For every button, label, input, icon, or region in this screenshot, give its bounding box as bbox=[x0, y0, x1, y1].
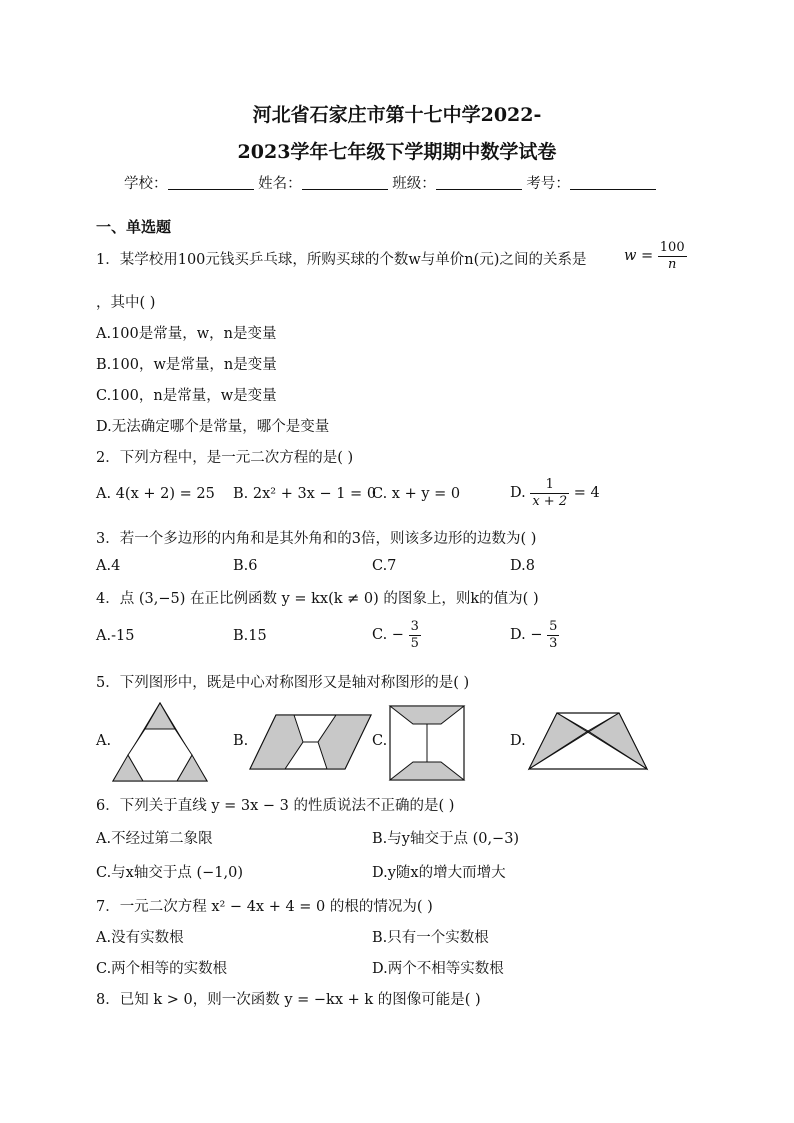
name-label: 姓名： bbox=[258, 176, 302, 192]
q3-option-a[interactable]: A.4 bbox=[96, 558, 121, 574]
q5-stem: 5．下列图形中，既是中心对称图形又是轴对称图形的是( ) bbox=[96, 675, 470, 691]
q5-option-c-figure[interactable] bbox=[388, 704, 466, 782]
q2-option-d-fraction bbox=[530, 477, 569, 509]
q5-option-c-label[interactable]: C. bbox=[372, 733, 388, 749]
q4-option-c[interactable] bbox=[372, 619, 421, 651]
title-line-2: 2023学年七年级下学期期中数学试卷 bbox=[237, 141, 557, 163]
q1-formula-lhs: w = bbox=[624, 248, 654, 265]
q4-option-d[interactable] bbox=[510, 619, 559, 651]
q6-option-d[interactable]: D.y随x的增大而增大 bbox=[372, 865, 506, 881]
q1-stem: 1．某学校用100元钱买乒乓球，所购买球的个数w与单价n(元)之间的关系是 bbox=[96, 252, 587, 268]
q4-option-c-label: C. − bbox=[372, 627, 404, 644]
q4-option-d-denominator: 3 bbox=[549, 635, 558, 651]
title-line-1: 河北省石家庄市第十七中学2022- bbox=[252, 104, 542, 126]
q4-option-c-numerator: 3 bbox=[410, 619, 419, 634]
q3-option-c[interactable]: C.7 bbox=[372, 558, 397, 574]
q4-stem: 4．点 (3,−5) 在正比例函数 y = kx(k ≠ 0) 的图象上，则k的值为( ) bbox=[96, 591, 539, 607]
q1-formula-numerator: 100 bbox=[659, 240, 685, 255]
q5-option-d-figure[interactable] bbox=[526, 710, 650, 772]
q4-option-c-fraction bbox=[409, 619, 421, 651]
q2-stem: 2．下列方程中，是一元二次方程的是( ) bbox=[96, 450, 354, 466]
id-blank[interactable] bbox=[570, 175, 656, 190]
q5-option-d-label[interactable]: D. bbox=[510, 733, 526, 749]
q4-option-c-denominator: 5 bbox=[410, 635, 419, 651]
q1-option-d[interactable]: D.无法确定哪个是常量，哪个是变量 bbox=[96, 419, 330, 435]
q5-option-b-figure[interactable] bbox=[248, 712, 374, 772]
q4-option-b[interactable]: B.15 bbox=[233, 628, 267, 644]
q4-option-d-label: D. − bbox=[510, 627, 543, 644]
q1-option-b[interactable]: B.100，w是常量，n是变量 bbox=[96, 357, 277, 373]
q4-option-d-fraction bbox=[547, 619, 559, 651]
q7-option-b[interactable]: B.只有一个实数根 bbox=[372, 930, 489, 946]
name-blank[interactable] bbox=[302, 175, 388, 190]
q6-stem: 6．下列关于直线 y = 3x − 3 的性质说法不正确的是( ) bbox=[96, 798, 455, 814]
q7-option-d[interactable]: D.两个不相等实数根 bbox=[372, 961, 504, 977]
q4-option-a[interactable]: A.-15 bbox=[96, 628, 135, 644]
q8-stem: 8．已知 k > 0，则一次函数 y = −kx + k 的图像可能是( ) bbox=[96, 992, 481, 1008]
q1-formula bbox=[624, 240, 687, 272]
q1-option-c[interactable]: C.100，n是常量，w是变量 bbox=[96, 388, 277, 404]
q1-formula-denominator: n bbox=[668, 256, 677, 272]
q2-option-a[interactable]: A. 4(x + 2) = 25 bbox=[96, 486, 215, 502]
q2-option-d-rhs: = 4 bbox=[573, 485, 600, 502]
q1-formula-fraction bbox=[658, 240, 687, 272]
q6-option-b[interactable]: B.与y轴交于点 (0,−3) bbox=[372, 831, 520, 847]
class-blank[interactable] bbox=[436, 175, 522, 190]
q2-option-d[interactable] bbox=[510, 477, 600, 509]
q5-option-a-label[interactable]: A. bbox=[96, 733, 112, 749]
q2-option-b[interactable]: B. 2x² + 3x − 1 = 0 bbox=[233, 486, 377, 502]
school-label: 学校： bbox=[124, 176, 168, 192]
section-title: 一、单选题 bbox=[96, 218, 172, 236]
q2-option-d-numerator: 1 bbox=[530, 477, 569, 494]
q5-option-b-label[interactable]: B. bbox=[233, 733, 249, 749]
school-blank[interactable] bbox=[168, 175, 254, 190]
triangle-top-corner bbox=[145, 703, 175, 729]
q6-option-c[interactable]: C.与x轴交于点 (−1,0) bbox=[96, 865, 243, 881]
q4-option-d-numerator: 5 bbox=[549, 619, 558, 634]
q7-stem: 7．一元二次方程 x² − 4x + 4 = 0 的根的情况为( ) bbox=[96, 899, 433, 915]
q2-option-d-denominator: x + 2 bbox=[532, 493, 568, 509]
id-label: 考号： bbox=[526, 176, 570, 192]
class-label: 班级： bbox=[392, 176, 436, 192]
q1-option-a[interactable]: A.100是常量，w，n是变量 bbox=[96, 326, 277, 342]
q7-option-a[interactable]: A.没有实数根 bbox=[96, 930, 184, 946]
q3-stem: 3．若一个多边形的内角和是其外角和的3倍，则该多边形的边数为( ) bbox=[96, 531, 537, 547]
q7-option-c[interactable]: C.两个相等的实数根 bbox=[96, 961, 228, 977]
q1-stem-cont: ，其中( ) bbox=[96, 295, 156, 311]
q5-option-a-figure[interactable] bbox=[110, 700, 210, 784]
q3-option-d[interactable]: D.8 bbox=[510, 558, 535, 574]
q2-option-c[interactable]: C. x + y = 0 bbox=[372, 486, 461, 502]
q2-option-d-label: D. bbox=[510, 485, 526, 502]
q3-option-b[interactable]: B.6 bbox=[233, 558, 258, 574]
q6-option-a[interactable]: A.不经过第二象限 bbox=[96, 831, 213, 847]
student-info-fields bbox=[124, 172, 656, 193]
